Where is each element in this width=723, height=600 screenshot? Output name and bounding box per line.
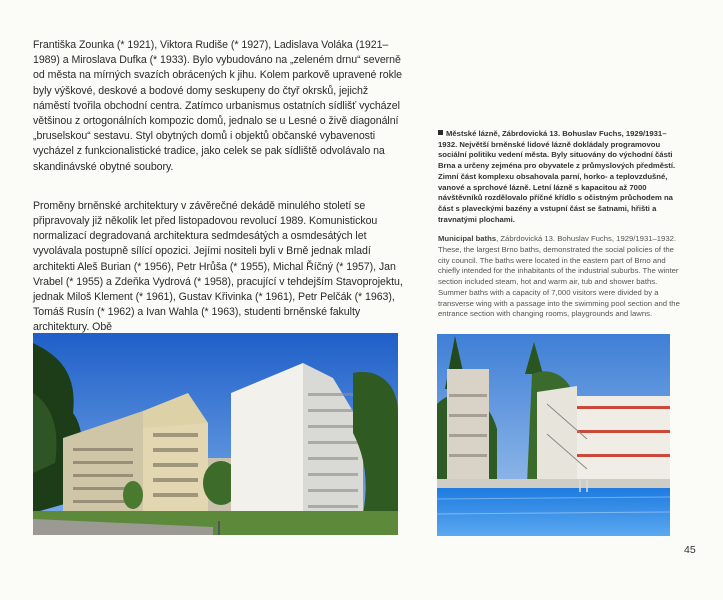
body-paragraph: Proměny brněnské architektury v závěrečné dekádě minulého století se připravovaly již několik let před listopadovou revolucí 1989. Komunistickou normalizací degradovaná architektura sedmdesátých a osmdesátých let vyvolávala postupně sílící opozici. Jejími nositeli byli v Brně jednak mladí architekti Aleš Burian (* 1956), Petr Hrůša (* 1955), Michal Říčný (* 1957), Jan Vrabel (* 1955) a Zdeňka Vydrová (* 1958), pracující v tehdejším Stavoprojektu, jednak Miloš Klement (* 1961), Gustav Křivinka (* 1961), Petr Pelčák (* 1963), Tomáš Rusín (* 1962) a Ivan Wahla (* 1963), studenti brněnské fakulty architektury. Obě xyxy=(33,199,403,334)
caption-column xyxy=(438,129,682,320)
main-text-column xyxy=(33,38,403,336)
caption-english-heading: Municipal baths xyxy=(438,234,497,244)
page-number: 45 xyxy=(684,544,696,556)
body-paragraph: Františka Zounka (* 1921), Viktora Rudiše (* 1927), Ladislava Voláka (1921–1989) a Miroslava Dufka (* 1933). Bylo vybudováno na „zeleném drnu“ severně od města na mírných svazích obrácených k jihu. Kolem parkově upravené rokle byly výškové, deskové a bodové domy seskupeny do čtyř okrsků, jejichž náměstí tvořila obchodní centra. Zatímco urbanismus ostatních sídlišť vycházel většinou z ortogonálních kompozic domů, jednalo se u Lesné o živě diagonální „bruselskou“ sestavu. Styl obytných domů i objektů občanské vybavenosti vycházel z funkcionalistické tradice, jako celek se pak sídliště odvolávalo na skandinávské obytné soubory. xyxy=(33,39,402,173)
caption-czech-text: , Zábrdovická 13. Bohuslav Fuchs, 1929/1931–1932. Největší brněnské lidové lázně dokládaly programovou sociální politiku vedení města. Byly situovány do východní části Brna a určeny zejména pro obyvatele z průmyslových předměstí. Zimní část komplexu obsahovala parní, horko- a teplovzdušné, vanové a sprchové lázně. Letní lázně s kapacitou až 7000 návštěvníků rozdělovalo příčné křídlo s očistným průchodem na část s plaveckými bazény a vstupní část se šatnami, hřišti a travnatými plochami. xyxy=(438,129,676,224)
housing-estate-photo xyxy=(33,333,398,535)
square-bullet-icon xyxy=(438,130,443,135)
caption-czech-heading: Městské lázně xyxy=(446,129,498,138)
caption-english-text: , Zábrdovická 13. Bohuslav Fuchs, 1929/1931–1932. These, the largest Brno baths, demonstrated the social policies of the city council. The baths were located in the eastern part of Brno and chiefly intended for the inhabitants of the industrial suburbs. The winter section included steam, hot and warm air, tub and shower baths. Summer baths with a capacity of 7,000 visitors were divided by a transverse wing with a passage into the swimming pool section and the entrance section with changing rooms, playgrounds and lawns. xyxy=(438,234,680,319)
caption-english xyxy=(438,234,682,320)
municipal-baths-photo xyxy=(437,334,670,536)
caption-czech xyxy=(438,129,682,225)
